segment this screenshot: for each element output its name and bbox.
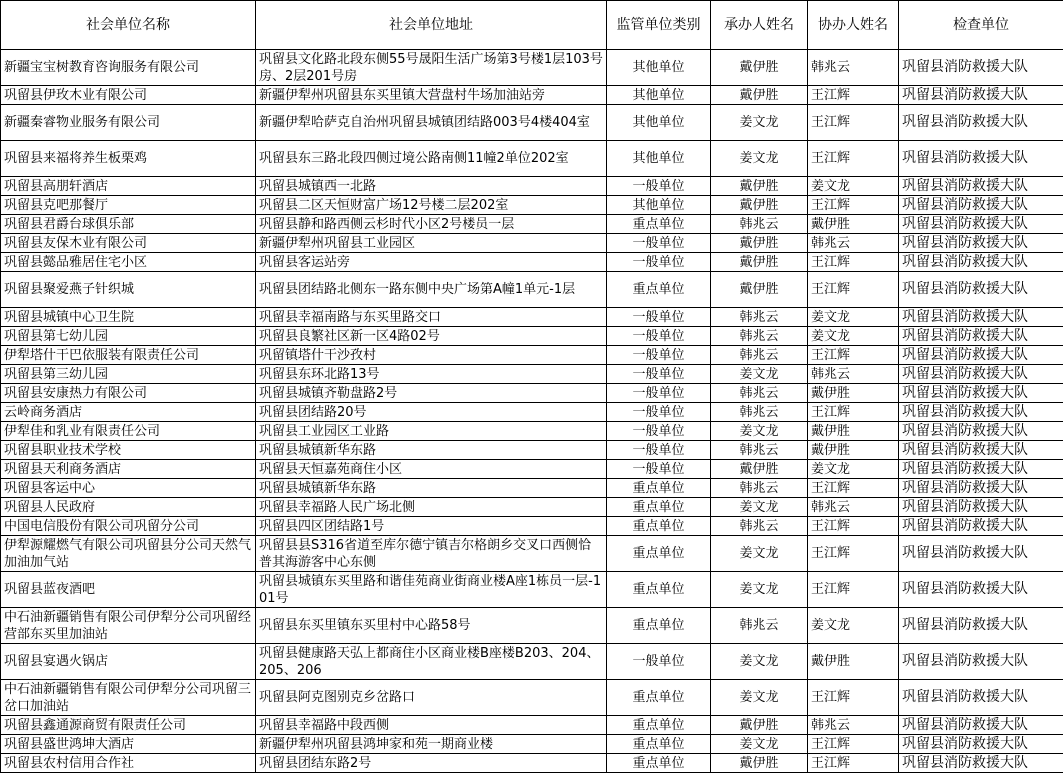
cell-assist-name: 戴伊胜 xyxy=(808,644,899,680)
cell-unit-name: 巩留县伊玫木业有限公司 xyxy=(1,86,256,105)
cell-unit-address: 巩留县团结路北侧东一路东侧中央广场第A幢1单元-1层 xyxy=(256,272,607,308)
cell-unit-address: 新疆伊犁州巩留县工业园区 xyxy=(256,234,607,253)
cell-host-name: 戴伊胜 xyxy=(711,716,808,735)
cell-supervision-category: 重点单位 xyxy=(607,536,711,572)
cell-supervision-category: 重点单位 xyxy=(607,608,711,644)
cell-assist-name: 韩兆云 xyxy=(808,50,899,86)
cell-host-name: 姜文龙 xyxy=(711,498,808,517)
cell-assist-name: 戴伊胜 xyxy=(808,215,899,234)
cell-unit-address: 巩留县城镇东买里路和谐佳苑商业街商业楼A座1栋员一层-101号 xyxy=(256,572,607,608)
cell-host-name: 戴伊胜 xyxy=(711,253,808,272)
cell-unit-name: 巩留县友保木业有限公司 xyxy=(1,234,256,253)
cell-host-name: 韩兆云 xyxy=(711,608,808,644)
cell-supervision-category: 一般单位 xyxy=(607,308,711,327)
cell-unit-name: 中石油新疆销售有限公司伊犁分公司巩留三岔口加油站 xyxy=(1,680,256,716)
cell-supervision-category: 重点单位 xyxy=(607,517,711,536)
cell-inspection-unit: 巩留县消防救援大队 xyxy=(899,608,1063,644)
table-body xyxy=(1,50,1063,773)
header-unit-name: 社会单位名称 xyxy=(1,1,256,50)
cell-host-name: 姜文龙 xyxy=(711,680,808,716)
cell-unit-address: 巩留县工业园区工业路 xyxy=(256,422,607,441)
cell-unit-name: 巩留县鑫通源商贸有限责任公司 xyxy=(1,716,256,735)
table-row xyxy=(1,105,1063,141)
header-supervision-category: 监管单位类别 xyxy=(607,1,711,50)
cell-inspection-unit: 巩留县消防救援大队 xyxy=(899,196,1063,215)
cell-supervision-category: 一般单位 xyxy=(607,253,711,272)
cell-supervision-category: 一般单位 xyxy=(607,403,711,422)
cell-unit-address: 巩留县幸福路人民广场北侧 xyxy=(256,498,607,517)
cell-inspection-unit: 巩留县消防救援大队 xyxy=(899,272,1063,308)
cell-unit-name: 云岭商务酒店 xyxy=(1,403,256,422)
cell-host-name: 姜文龙 xyxy=(711,572,808,608)
cell-inspection-unit: 巩留县消防救援大队 xyxy=(899,735,1063,754)
cell-unit-address: 巩留县城镇新华东路 xyxy=(256,479,607,498)
cell-assist-name: 王江辉 xyxy=(808,735,899,754)
cell-host-name: 姜文龙 xyxy=(711,644,808,680)
cell-unit-address: 巩留县文化路北段东侧55号晟阳生活广场第3号楼1层103号房、2层201号房 xyxy=(256,50,607,86)
cell-assist-name: 姜文龙 xyxy=(808,308,899,327)
cell-assist-name: 戴伊胜 xyxy=(808,384,899,403)
cell-inspection-unit: 巩留县消防救援大队 xyxy=(899,365,1063,384)
cell-unit-address: 巩留县幸福路中段西侧 xyxy=(256,716,607,735)
cell-unit-name: 伊犁佳和乳业有限责任公司 xyxy=(1,422,256,441)
cell-unit-name: 巩留县懿品雅居住宅小区 xyxy=(1,253,256,272)
cell-supervision-category: 其他单位 xyxy=(607,86,711,105)
cell-assist-name: 姜文龙 xyxy=(808,327,899,346)
cell-unit-name: 伊犁塔什干巴依服装有限责任公司 xyxy=(1,346,256,365)
cell-supervision-category: 一般单位 xyxy=(607,177,711,196)
table-row xyxy=(1,572,1063,608)
table-row xyxy=(1,754,1063,773)
cell-host-name: 姜文龙 xyxy=(711,735,808,754)
cell-host-name: 姜文龙 xyxy=(711,105,808,141)
cell-supervision-category: 其他单位 xyxy=(607,50,711,86)
cell-inspection-unit: 巩留县消防救援大队 xyxy=(899,422,1063,441)
cell-inspection-unit: 巩留县消防救援大队 xyxy=(899,308,1063,327)
cell-unit-name: 巩留县第三幼儿园 xyxy=(1,365,256,384)
cell-assist-name: 王江辉 xyxy=(808,517,899,536)
cell-unit-name: 中石油新疆销售有限公司伊犁分公司巩留经营部东买里加油站 xyxy=(1,608,256,644)
cell-assist-name: 姜文龙 xyxy=(808,460,899,479)
cell-unit-address: 巩留县城镇新华东路 xyxy=(256,441,607,460)
cell-supervision-category: 其他单位 xyxy=(607,196,711,215)
cell-host-name: 戴伊胜 xyxy=(711,234,808,253)
cell-host-name: 韩兆云 xyxy=(711,327,808,346)
table-row xyxy=(1,735,1063,754)
cell-inspection-unit: 巩留县消防救援大队 xyxy=(899,384,1063,403)
cell-assist-name: 王江辉 xyxy=(808,572,899,608)
cell-assist-name: 王江辉 xyxy=(808,536,899,572)
cell-unit-address: 新疆伊犁哈萨克自治州巩留县城镇团结路003号4楼404室 xyxy=(256,105,607,141)
cell-supervision-category: 重点单位 xyxy=(607,572,711,608)
cell-assist-name: 韩兆云 xyxy=(808,234,899,253)
cell-supervision-category: 一般单位 xyxy=(607,384,711,403)
cell-unit-name: 巩留县盛世鸿坤大酒店 xyxy=(1,735,256,754)
table-row xyxy=(1,308,1063,327)
cell-unit-name: 巩留县高朋轩酒店 xyxy=(1,177,256,196)
cell-host-name: 戴伊胜 xyxy=(711,460,808,479)
cell-supervision-category: 重点单位 xyxy=(607,754,711,773)
cell-inspection-unit: 巩留县消防救援大队 xyxy=(899,716,1063,735)
cell-assist-name: 王江辉 xyxy=(808,196,899,215)
table-row xyxy=(1,716,1063,735)
cell-host-name: 韩兆云 xyxy=(711,384,808,403)
table-row xyxy=(1,141,1063,177)
cell-host-name: 韩兆云 xyxy=(711,403,808,422)
cell-assist-name: 王江辉 xyxy=(808,680,899,716)
cell-unit-name: 巩留县来福将养生板栗鸡 xyxy=(1,141,256,177)
cell-host-name: 姜文龙 xyxy=(711,422,808,441)
cell-supervision-category: 一般单位 xyxy=(607,460,711,479)
cell-host-name: 姜文龙 xyxy=(711,141,808,177)
table-row xyxy=(1,479,1063,498)
table-row xyxy=(1,536,1063,572)
header-assist-name: 协办人姓名 xyxy=(808,1,899,50)
cell-unit-name: 巩留县人民政府 xyxy=(1,498,256,517)
cell-unit-name: 巩留县职业技术学校 xyxy=(1,441,256,460)
cell-inspection-unit: 巩留县消防救援大队 xyxy=(899,479,1063,498)
table-row xyxy=(1,86,1063,105)
table-row xyxy=(1,517,1063,536)
cell-unit-address: 巩留县良繁社区新一区4路02号 xyxy=(256,327,607,346)
cell-unit-address: 巩留县四区团结路1号 xyxy=(256,517,607,536)
cell-inspection-unit: 巩留县消防救援大队 xyxy=(899,460,1063,479)
cell-inspection-unit: 巩留县消防救援大队 xyxy=(899,644,1063,680)
cell-assist-name: 王江辉 xyxy=(808,253,899,272)
table-row xyxy=(1,498,1063,517)
cell-unit-address: 巩留县东环北路13号 xyxy=(256,365,607,384)
cell-supervision-category: 重点单位 xyxy=(607,716,711,735)
cell-assist-name: 韩兆云 xyxy=(808,498,899,517)
table-row xyxy=(1,680,1063,716)
cell-host-name: 戴伊胜 xyxy=(711,177,808,196)
cell-supervision-category: 其他单位 xyxy=(607,141,711,177)
cell-unit-name: 新疆宝宝树教育咨询服务有限公司 xyxy=(1,50,256,86)
cell-inspection-unit: 巩留县消防救援大队 xyxy=(899,86,1063,105)
cell-unit-address: 巩留县城镇西一北路 xyxy=(256,177,607,196)
cell-host-name: 韩兆云 xyxy=(711,215,808,234)
cell-unit-name: 巩留县客运中心 xyxy=(1,479,256,498)
cell-unit-name: 巩留县安康热力有限公司 xyxy=(1,384,256,403)
cell-inspection-unit: 巩留县消防救援大队 xyxy=(899,536,1063,572)
cell-host-name: 戴伊胜 xyxy=(711,196,808,215)
cell-assist-name: 王江辉 xyxy=(808,346,899,365)
cell-supervision-category: 一般单位 xyxy=(607,644,711,680)
cell-inspection-unit: 巩留县消防救援大队 xyxy=(899,403,1063,422)
cell-inspection-unit: 巩留县消防救援大队 xyxy=(899,50,1063,86)
cell-inspection-unit: 巩留县消防救援大队 xyxy=(899,754,1063,773)
table-row xyxy=(1,215,1063,234)
cell-host-name: 韩兆云 xyxy=(711,441,808,460)
cell-inspection-unit: 巩留县消防救援大队 xyxy=(899,327,1063,346)
cell-inspection-unit: 巩留县消防救援大队 xyxy=(899,105,1063,141)
cell-unit-name: 巩留县聚爱燕子针织城 xyxy=(1,272,256,308)
cell-inspection-unit: 巩留县消防救援大队 xyxy=(899,234,1063,253)
cell-supervision-category: 一般单位 xyxy=(607,327,711,346)
cell-inspection-unit: 巩留县消防救援大队 xyxy=(899,517,1063,536)
cell-host-name: 韩兆云 xyxy=(711,517,808,536)
table-row xyxy=(1,365,1063,384)
cell-host-name: 韩兆云 xyxy=(711,308,808,327)
table-row xyxy=(1,253,1063,272)
cell-assist-name: 韩兆云 xyxy=(808,365,899,384)
cell-assist-name: 王江辉 xyxy=(808,403,899,422)
cell-host-name: 戴伊胜 xyxy=(711,86,808,105)
cell-unit-address: 新疆伊犁州巩留县鸿坤家和苑一期商业楼 xyxy=(256,735,607,754)
cell-supervision-category: 其他单位 xyxy=(607,105,711,141)
table-row xyxy=(1,608,1063,644)
cell-unit-address: 巩留县城镇齐勒盘路2号 xyxy=(256,384,607,403)
cell-unit-address: 巩留县静和路西侧云杉时代小区2号楼员一层 xyxy=(256,215,607,234)
cell-unit-name: 巩留县农村信用合作社 xyxy=(1,754,256,773)
cell-unit-name: 巩留县第七幼儿园 xyxy=(1,327,256,346)
cell-host-name: 韩兆云 xyxy=(711,346,808,365)
cell-inspection-unit: 巩留县消防救援大队 xyxy=(899,680,1063,716)
cell-host-name: 戴伊胜 xyxy=(711,50,808,86)
table-row xyxy=(1,441,1063,460)
cell-supervision-category: 重点单位 xyxy=(607,498,711,517)
header-host-name: 承办人姓名 xyxy=(711,1,808,50)
cell-unit-name: 伊犁源耀燃气有限公司巩留县分公司天然气加油加气站 xyxy=(1,536,256,572)
cell-unit-name: 巩留县宴遇火锅店 xyxy=(1,644,256,680)
cell-host-name: 姜文龙 xyxy=(711,536,808,572)
table-row xyxy=(1,196,1063,215)
cell-unit-address: 新疆伊犁州巩留县东买里镇大营盘村牛场加油站旁 xyxy=(256,86,607,105)
table-row xyxy=(1,234,1063,253)
cell-assist-name: 戴伊胜 xyxy=(808,441,899,460)
cell-host-name: 戴伊胜 xyxy=(711,754,808,773)
cell-supervision-category: 重点单位 xyxy=(607,680,711,716)
cell-unit-address: 巩留县幸福南路与东买里路交口 xyxy=(256,308,607,327)
table-row xyxy=(1,644,1063,680)
cell-host-name: 韩兆云 xyxy=(711,479,808,498)
cell-unit-name: 巩留县君爵台球俱乐部 xyxy=(1,215,256,234)
cell-supervision-category: 重点单位 xyxy=(607,272,711,308)
cell-unit-address: 巩留县二区天恒财富广场12号楼二层202室 xyxy=(256,196,607,215)
header-unit-address: 社会单位地址 xyxy=(256,1,607,50)
cell-assist-name: 王江辉 xyxy=(808,272,899,308)
table-row xyxy=(1,384,1063,403)
cell-unit-name: 巩留县天利商务酒店 xyxy=(1,460,256,479)
cell-unit-name: 巩留县城镇中心卫生院 xyxy=(1,308,256,327)
cell-unit-address: 巩留县东三路北段四侧过境公路南侧11幢2单位202室 xyxy=(256,141,607,177)
cell-supervision-category: 一般单位 xyxy=(607,365,711,384)
cell-inspection-unit: 巩留县消防救援大队 xyxy=(899,346,1063,365)
table-row xyxy=(1,272,1063,308)
table-row xyxy=(1,177,1063,196)
cell-unit-address: 巩留县东买里镇东买里村中心路58号 xyxy=(256,608,607,644)
cell-unit-address: 巩留县团结东路2号 xyxy=(256,754,607,773)
cell-unit-address: 巩留县健康路天弘上都商住小区商业楼B座楼B203、204、205、206 xyxy=(256,644,607,680)
cell-assist-name: 姜文龙 xyxy=(808,177,899,196)
cell-assist-name: 王江辉 xyxy=(808,479,899,498)
cell-inspection-unit: 巩留县消防救援大队 xyxy=(899,441,1063,460)
cell-supervision-category: 一般单位 xyxy=(607,234,711,253)
cell-unit-address: 巩留镇塔什干沙孜村 xyxy=(256,346,607,365)
cell-unit-name: 新疆秦睿物业服务有限公司 xyxy=(1,105,256,141)
cell-supervision-category: 一般单位 xyxy=(607,441,711,460)
table-row xyxy=(1,403,1063,422)
cell-unit-address: 巩留县团结路20号 xyxy=(256,403,607,422)
cell-inspection-unit: 巩留县消防救援大队 xyxy=(899,215,1063,234)
cell-unit-address: 巩留县县S316省道至库尔德宁镇吉尔格朗乡交叉口西侧恰普其海游客中心东侧 xyxy=(256,536,607,572)
header-inspection-unit: 检查单位 xyxy=(899,1,1063,50)
cell-supervision-category: 一般单位 xyxy=(607,346,711,365)
cell-inspection-unit: 巩留县消防救援大队 xyxy=(899,498,1063,517)
cell-unit-name: 巩留县蓝夜酒吧 xyxy=(1,572,256,608)
cell-assist-name: 王江辉 xyxy=(808,141,899,177)
table-row xyxy=(1,327,1063,346)
cell-assist-name: 王江辉 xyxy=(808,754,899,773)
cell-supervision-category: 重点单位 xyxy=(607,215,711,234)
cell-inspection-unit: 巩留县消防救援大队 xyxy=(899,177,1063,196)
cell-supervision-category: 一般单位 xyxy=(607,422,711,441)
cell-supervision-category: 重点单位 xyxy=(607,479,711,498)
table-row xyxy=(1,346,1063,365)
cell-assist-name: 韩兆云 xyxy=(808,716,899,735)
cell-inspection-unit: 巩留县消防救援大队 xyxy=(899,253,1063,272)
table-header xyxy=(1,1,1063,50)
cell-inspection-unit: 巩留县消防救援大队 xyxy=(899,572,1063,608)
cell-assist-name: 戴伊胜 xyxy=(808,422,899,441)
cell-unit-address: 巩留县阿克图别克乡岔路口 xyxy=(256,680,607,716)
table-row xyxy=(1,422,1063,441)
cell-assist-name: 姜文龙 xyxy=(808,608,899,644)
cell-assist-name: 王江辉 xyxy=(808,86,899,105)
cell-host-name: 戴伊胜 xyxy=(711,272,808,308)
cell-host-name: 姜文龙 xyxy=(711,365,808,384)
cell-unit-name: 巩留县克吧那餐厅 xyxy=(1,196,256,215)
table-row xyxy=(1,460,1063,479)
cell-inspection-unit: 巩留县消防救援大队 xyxy=(899,141,1063,177)
cell-unit-address: 巩留县客运站旁 xyxy=(256,253,607,272)
cell-unit-name: 中国电信股份有限公司巩留分公司 xyxy=(1,517,256,536)
cell-supervision-category: 重点单位 xyxy=(607,735,711,754)
table-row xyxy=(1,50,1063,86)
cell-assist-name: 王江辉 xyxy=(808,105,899,141)
cell-unit-address: 巩留县天恒嘉苑商住小区 xyxy=(256,460,607,479)
